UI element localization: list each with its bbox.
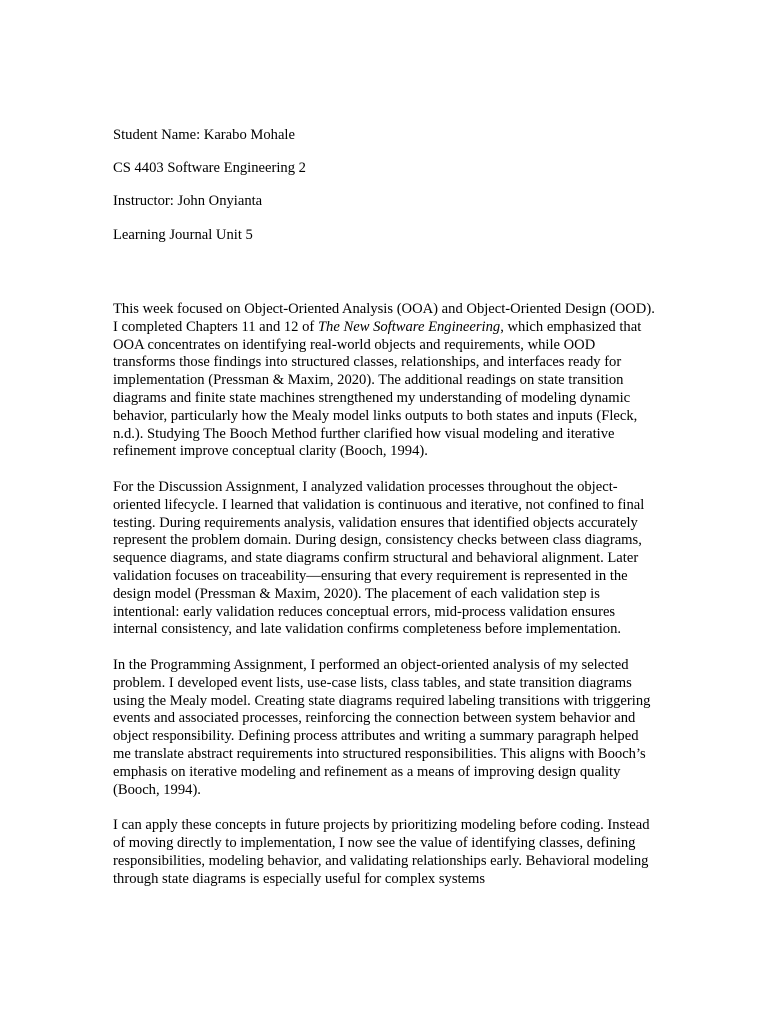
paragraph-3: In the Programming Assignment, I performed an object-oriented analysis of my selected problem. I developed event lists, use-case lists, class tables, and state transition diagrams using the Mealy model. Creating state diagrams required labeling transitions with triggering events and associated processes, reinforcing the connection between system behavior and object responsibility. Defining process attributes and writing a summary paragraph helped me translate abstract requirements into structured responsibilities. This aligns with Booch’s emphasis on iterative modeling and refinement as a means of improving design quality (Booch, 1994). (113, 656, 651, 798)
paragraph-1-rest: , which emphasized that OOA concentrates on identifying real-world objects and requirements, while OOD transforms those findings into structured classes, relationships, and interfaces ready for implementation (Pressman & Maxim, 2020). The additional readings on state transition diagrams and finite state machines strengthened my understanding of modeling dynamic behavior, particularly how the Mealy model links outputs to both states and inputs (Fleck, n.d.). Studying The Booch Method further clarified how visual modeling and iterative refinement improve conceptual clarity (Booch, 1994). (113, 318, 642, 460)
course-name: CS 4403 Software Engineering 2 (113, 160, 306, 176)
instructor-name: Instructor: John Onyianta (113, 193, 263, 209)
paragraph-2: For the Discussion Assignment, I analyzed validation processes throughout the object-oriented lifecycle. I learned that validation is continuous and iterative, not confined to final testing. During requirements analysis, validation ensures that identified objects accurately represent the problem domain. During design, consistency checks between class diagrams, sequence diagrams, and state diagrams confirm structural and behavioral alignment. Later validation focuses on traceability—ensuring that every requirement is represented in the design model (Pressman & Maxim, 2020). The placement of each validation step is intentional: early validation reduces conceptual errors, mid-process validation ensures internal consistency, and late validation confirms completeness before implementation. (113, 478, 645, 638)
student-name: Student Name: Karabo Mohale (113, 127, 295, 143)
paragraph-1-intro: This week focused on Object-Oriented Analysis (OOA) and Object-Oriented Design (OOD). I completed Chapters 11 and 12 of (113, 301, 655, 335)
journal-title: Learning Journal Unit 5 (113, 227, 253, 243)
book-title: The New Software Engineering (317, 318, 501, 335)
paragraph-1 (113, 301, 658, 461)
journal-body (113, 301, 658, 906)
paragraph-4: I can apply these concepts in future projects by prioritizing modeling before coding. Instead of moving directly to implementation, I now see the value of identifying classes, defining responsibilities, modeling behavior, and validating relationships early. Behavioral modeling through state diagrams is especially useful for complex systems (113, 817, 650, 887)
